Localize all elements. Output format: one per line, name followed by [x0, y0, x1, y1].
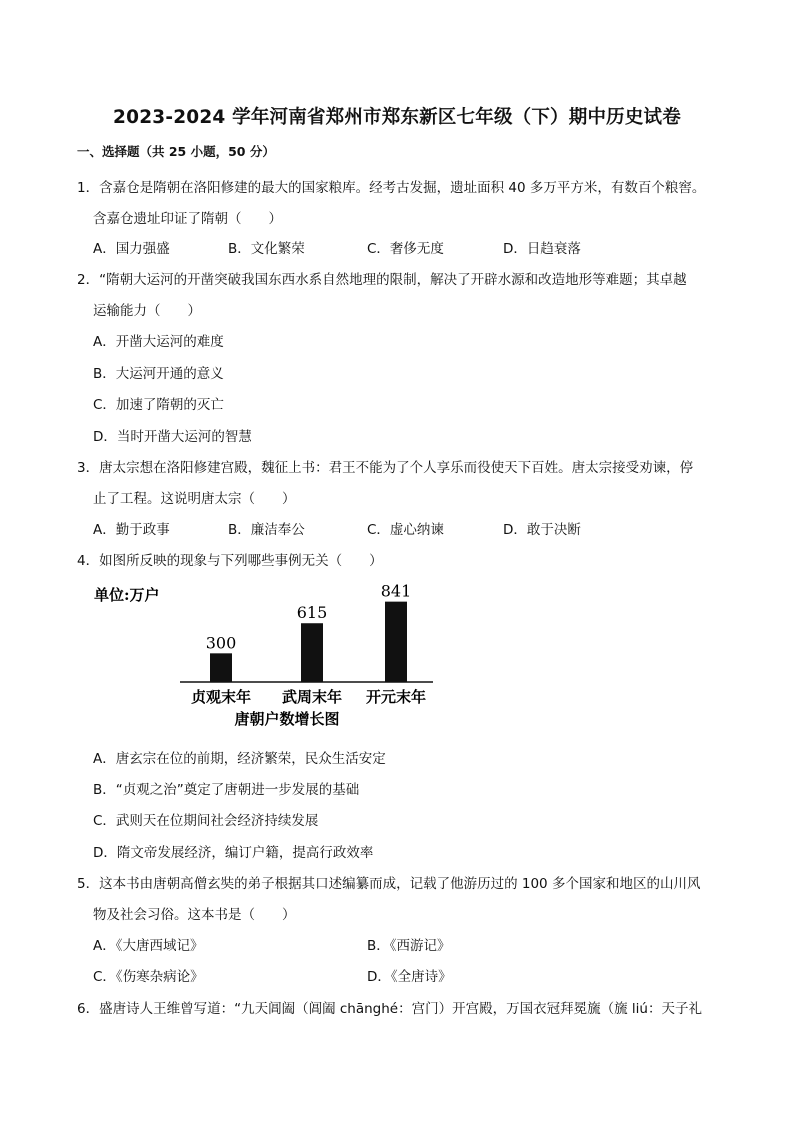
q4-stem-line1: 4．如图所反映的现象与下列哪些事例无关（ ） [77, 553, 383, 569]
q5-option-c: C．《伤寒杂病论》 [93, 969, 204, 985]
q1-stem-line1: 1．含嘉仓是隋朝在洛阳修建的最大的国家粮库。经考古发掘，遗址面积 40 多万平方米，有数百个粮窖。 [77, 180, 706, 196]
chart-title: 唐朝户数增长图 [234, 710, 340, 728]
chart-unit-label: 单位:万户 [94, 586, 160, 604]
q3-stem-line1: 3．唐太宗想在洛阳修建宫殿，魏征上书：君王不能为了个人享乐而役使天下百姓。唐太宗接受劝谏，停 [77, 460, 694, 476]
q2-option-c: C．加速了隋朝的灭亡 [93, 397, 224, 413]
q4-option-d: D．隋文帝发展经济，编订户籍，提高行政效率 [93, 845, 374, 861]
q4-option-b: B．“贞观之治”奠定了唐朝进一步发展的基础 [93, 782, 360, 798]
q6-stem-line1: 6．盛唐诗人王维曾写道：“九天阊阖（阊阖 chānghé：宫门）开宫殿，万国衣冠拜冕旒（旒 liú：天子礼 [77, 1001, 702, 1017]
q4-option-a: A．唐玄宗在位的前期，经济繁荣，民众生活安定 [93, 751, 386, 767]
q5-stem-line1: 5．这本书由唐朝高僧玄奘的弟子根据其口述编纂而成，记载了他游历过的 100 多个国家和地区的山川风 [77, 876, 701, 892]
chart-value-label-3: 841 [380, 581, 412, 601]
q2-stem-line2: 运输能力（ ） [93, 303, 201, 319]
q2-option-d: D．当时开凿大运河的智慧 [93, 429, 252, 445]
q1-stem-line2: 含嘉仓遗址印证了隋朝（ ） [93, 211, 282, 227]
q2-stem-line1: 2．“隋朝大运河的开凿突破我国东西水系自然地理的限制，解决了开辟水源和改造地形等难题；其卓越 [77, 272, 687, 288]
chart-category-label-2: 武周末年 [281, 688, 343, 706]
chart-category-label-3: 开元末年 [365, 688, 427, 706]
chart-bar-1 [210, 653, 232, 682]
q2-option-b: B．大运河开通的意义 [93, 366, 224, 382]
q5-option-b: B．《西游记》 [367, 938, 451, 954]
chart-value-label-1: 300 [205, 633, 237, 653]
q3-option-d: D．敢于决断 [503, 522, 581, 538]
q3-option-b: B．廉洁奉公 [228, 522, 305, 538]
chart-value-label-2: 615 [296, 603, 328, 623]
q5-option-d: D．《全唐诗》 [367, 969, 452, 985]
chart-bar-3 [385, 602, 407, 682]
section-heading: 一、选择题（共 25 小题，50 分） [77, 144, 275, 159]
chart-bar-2 [301, 623, 323, 682]
exam-title: 2023-2024 学年河南省郑州市郑东新区七年级（下）期中历史试卷 [113, 107, 681, 128]
household-bar-chart [88, 578, 448, 734]
q3-option-c: C．虚心纳谏 [367, 522, 444, 538]
q5-option-a: A．《大唐西域记》 [93, 938, 204, 954]
q3-option-a: A．勤于政事 [93, 522, 170, 538]
q1-option-d: D．日趋衰落 [503, 241, 581, 257]
q5-stem-line2: 物及社会习俗。这本书是（ ） [93, 907, 296, 923]
chart-category-label-1: 贞观末年 [190, 688, 252, 706]
q3-stem-line2: 止了工程。这说明唐太宗（ ） [93, 491, 296, 507]
q2-option-a: A．开凿大运河的难度 [93, 334, 224, 350]
q4-option-c: C．武则天在位期间社会经济持续发展 [93, 813, 319, 829]
q1-option-c: C．奢侈无度 [367, 241, 444, 257]
q1-option-b: B．文化繁荣 [228, 241, 305, 257]
q1-option-a: A．国力强盛 [93, 241, 170, 257]
